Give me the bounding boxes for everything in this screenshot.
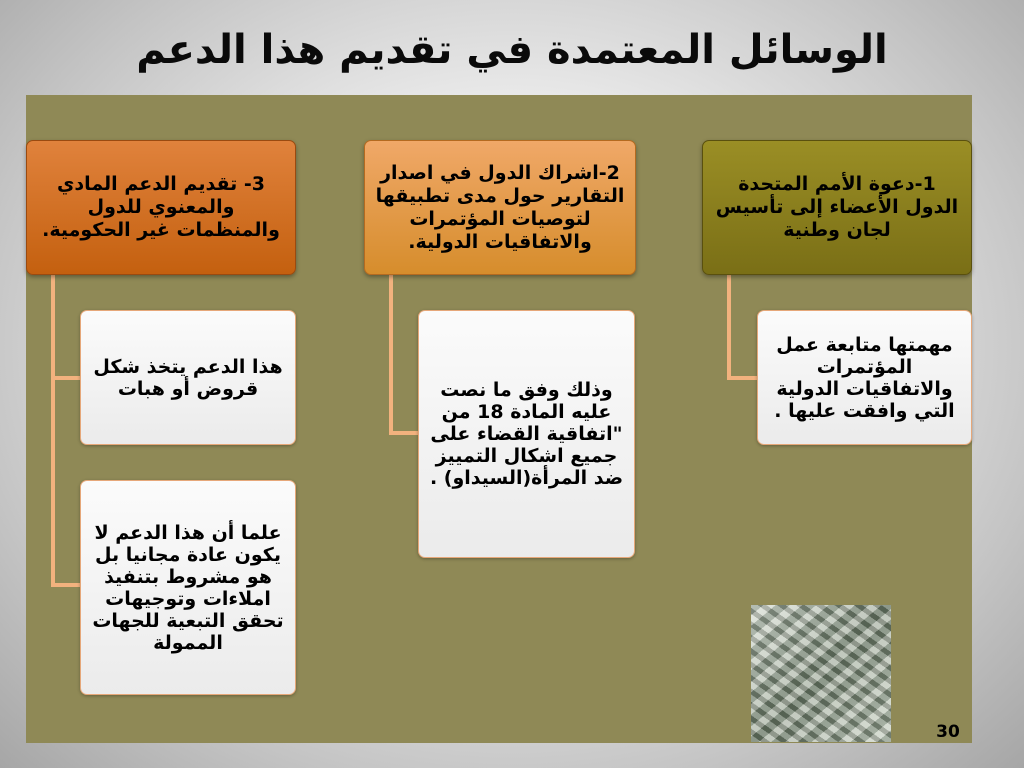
connector-branch-3a	[51, 376, 80, 380]
support-method-box-3	[26, 140, 296, 275]
support-method-heading-2: 2-اشراك الدول في اصدار التقارير حول مدى تطبيقها لتوصيات المؤتمرات والاتفاقيات الدولية.	[375, 161, 625, 253]
detail-text-2: وذلك وفق ما نصت عليه المادة 18 من "اتفاقية القضاء على جميع اشكال التمييز ضد المرأة(السيداو) .	[429, 379, 624, 489]
detail-text-1: مهمتها متابعة عمل المؤتمرات والاتفاقيات الدولية التي وافقت عليها .	[774, 333, 955, 422]
support-method-box-2	[364, 140, 636, 275]
money-image	[751, 605, 891, 742]
detail-box-3b	[80, 480, 296, 695]
detail-box-3a	[80, 310, 296, 445]
detail-box-1	[757, 310, 972, 445]
connector-line-3	[51, 275, 55, 587]
slide-title: الوسائل المعتمدة في تقديم هذا الدعم	[136, 27, 888, 73]
connector-line-1	[727, 275, 731, 380]
connector-branch-3b	[51, 583, 80, 587]
support-method-heading-3: 3- تقديم الدعم المادي والمعنوي للدول والمنظمات غير الحكومية.	[42, 173, 280, 241]
page-number: 30	[936, 722, 960, 742]
detail-box-2	[418, 310, 635, 558]
support-method-heading-1: 1-دعوة الأمم المتحدة الدول الأعضاء إلى تأسيس لجان وطنية	[715, 173, 959, 241]
detail-text-3b: علما أن هذا الدعم لا يكون عادة مجانيا بل هو مشروط بتنفيذ املاءات وتوجيهات تحقق التبعية للجهات الممولة	[92, 521, 284, 654]
connector-line-2	[389, 275, 393, 435]
support-method-box-1	[702, 140, 972, 275]
connector-branch-2	[389, 431, 418, 435]
detail-text-3a: هذا الدعم يتخذ شكل قروض أو هبات	[93, 355, 283, 400]
connector-branch-1	[727, 376, 757, 380]
